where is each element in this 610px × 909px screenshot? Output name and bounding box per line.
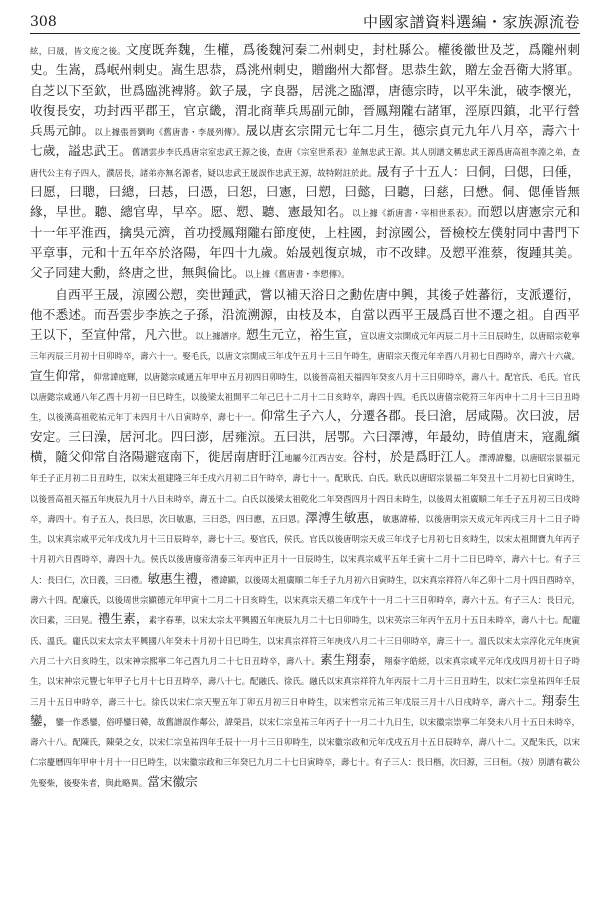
main-text: 晟有子十五人：曰侗，曰偲，曰倕，曰愿，曰聰，曰總，曰惎，曰憑，曰恕，曰憲，曰愬，曰懿，曰聽，曰慈，曰懋。侗、偲倕皆無緣，早世。聽、總官卑，早卒。愿、愬、聽、憲最知名。 bbox=[30, 163, 580, 220]
page-body bbox=[30, 40, 580, 792]
annotation-note: 宣以唐文宗開成元年丙辰二月十三日辰時生，以唐昭宗乾寧三年丙辰三月初十日卯時卒，壽六十一。娶毛氏，以唐文宗開成三年戊午五月十三日午時生，唐昭宗天復元年辛酉八月初七日酉時卒，壽六十六歲。 bbox=[30, 331, 581, 362]
body-paragraph bbox=[30, 40, 580, 284]
annotation-note: 澤溥諱鑿，以唐昭宗景福元年壬子正月初二日丑時生，以宋太祖建隆三年壬戌六月初二日午時卒，壽七十一。配耿氏、白氏。耿氏以唐昭宗景福二年癸丑十二月初七日寅時生，以後晉高祖天福五年庚辰九月十八日未時卒，壽五十二。白氏以後梁太祖乾化二年癸酉四月十四日未時生，以後周太祖廣順二年壬子五月初三日戌時卒，壽四十。有子五人，長曰思，次曰敏惠，三曰恐，四曰應，五曰恩。 bbox=[30, 452, 581, 524]
main-text: 仰常生子六人，分遷各郡。長曰滄，居咸陽。次曰波，居安定。三曰澡，居河北。四曰澎，居雍涼。五曰洪，居鄂。六曰澤溥，年最幼，時值唐末，寇亂繽横，隨父仰常自洛陽避寇南下，徙居南唐盱江 bbox=[30, 408, 581, 464]
main-text: 谷村，於是爲盱江人。 bbox=[351, 448, 479, 464]
annotation-note: 翔泰字皓經，以宋真宗咸平元年戊戌四月初十日子時生，以宋神宗元豐七年甲子七月十七日丑時卒，壽八十七。配融氏、徐氏。融氏以宋真宗祥符九年丙辰十二月十三日丑時生，以宋仁宗皇祐四年壬辰三月十五日申時卒，壽三十七。徐氏以宋仁宗天聖五年丁卯五月初三日申時生，以宋哲宗元祐三年戊辰三月十八日戌時卒，壽六十二。 bbox=[30, 655, 581, 707]
annotation-note: 仰常諱庭輝，以唐懿宗咸通五年甲申五月初四日卯時生，以後晉高祖天福四年癸亥八月十三日卯時卒，壽八十。配官氏、毛氏。官氏以唐懿宗咸通八年乙酉十月初一日巳時生，以後梁太祖開平二年己巳十二月十二日亥時卒，壽四十四。毛氏以唐僖宗乾符三年丙申十二月十三日丑時生，以後漢高祖乾祐元年丁未四月十八日寅時卒，壽七十一。 bbox=[30, 371, 581, 423]
main-text: 文度既奔魏，生權，爲後魏河秦二州刺史，封杜縣公。權後徽世及芝，爲隴州刺史。生嵩，爲岷州刺史。嵩生思恭，爲洮州刺史，贈幽州大都督。思恭生欽，贈左金吾衛大將軍。自芝以下至欽，世爲臨洮裨將。欽子晟，字良器，居洮之臨潭，唐德宗時，以平朱泚，破李懷光，收復長安，功封西平郡王，官京畿，渭北商華兵馬副元帥，晉鳳翔隴右諸軍，涇原四鎮，北平行營兵馬元帥。 bbox=[30, 42, 580, 139]
annotation-note: 以上據張晉劉昫《舊唐書・李晟列傳》。 bbox=[94, 127, 246, 138]
main-text: 素生翔泰， bbox=[320, 651, 384, 667]
annotation-note: 地屬今江西吉安。 bbox=[284, 452, 352, 463]
main-text: 而愬以唐憲宗元和十一年平淮西，擒吳元濟，首功授鳳翔隴右節度使，上柱國，封涼國公，晉檢校左僕射同中書門下平章事，元和十五年卒於洛陽，年四十九歲。始晟剋復京城，市不改肆。及愬平淮蔡，復踵其美。父子同建大勳，終唐之世，無與倫比。 bbox=[30, 204, 581, 281]
main-text: 禮生素， bbox=[97, 611, 149, 627]
main-text: 澤溥生敏惠， bbox=[305, 509, 383, 525]
main-text: 自西平王晟，涼國公愬，奕世踵武，嘗以補天浴日之勳佐唐中興，其後子姓蕃衍，支派遷衍，他不悉述。而吾雲步李族之子孫，沿流溯源，由枝及本，自當以西平王晟爲百世不遷之祖。自西平王以下，至宣仲常，凡六世。 bbox=[30, 286, 580, 343]
annotation-note: 以上據《新唐書・宰相世系表》。 bbox=[352, 208, 478, 219]
main-text: 翔泰生鑾， bbox=[30, 692, 581, 728]
main-text: 晟以唐玄宗開元七年二月生，德宗貞元九年八月卒，壽六十七歲，謚忠武王。 bbox=[30, 123, 580, 159]
annotation-note: 素字春華，以宋太宗太平興國五年庚辰九月二十七日卯時生，以宋英宗三年丙午五月十五日未時卒，壽八十七。配龐氏、溫氏。龐氏以宋太宗太平興國八年癸未十月初十日巳時生，以宋真宗祥符三年庚戌八月二十三日卯時卒，壽三十一。溫氏以宋太宗淳化元年庚寅六月二十六日亥時生，以宋神宗熙寧二年己酉九月二十七日丑時卒，壽八十。 bbox=[30, 615, 581, 666]
page-header bbox=[30, 11, 580, 34]
annotation-note: 敏惠諱椿，以後唐明宗天成元年丙戌三月十二日子時生，以宋真宗咸平元年戊戌九月十三日辰時卒，壽七十三。娶官氏，侯氏。官氏以後唐明宗天成三年戊子七月初七日亥時生，以宋太祖開寶九年丙子十月初六日酉時卒，壽四十九。侯氏以後唐廢帝清泰三年丙申正月十一日辰時生，以宋真宗咸平五年壬寅十二月十二日巳時卒，壽六十七。有子三人：長曰仁，次曰義，三曰禮。 bbox=[30, 513, 580, 585]
running-title: 中國家譜資料選編・家族源流卷 bbox=[362, 13, 580, 31]
main-text: 敏惠生禮， bbox=[147, 570, 211, 586]
main-text: 宣生仰常， bbox=[30, 367, 94, 383]
annotation-note: 以上據《舊唐書・李愬傳》。 bbox=[244, 269, 350, 280]
annotation-note: 舊譜雲步李氏爲唐宗室忠武王源之後，查唐《宗室世系表》並無忠武王源。其人別譜文稱忠武王源爲唐高祖李淵之弟，查唐代公主有子四人，濮居長，諸弟亦無名源者，疑以忠武王晟誤作忠武王源，故特附註於此。 bbox=[30, 147, 580, 178]
annotation-note: 禮諱顯，以後周太祖廣順二年壬子九月初六日寅時生，以宋真宗祥符八年乙卯十二月十四日酉時卒，壽六十四。配廉氏，以後周世宗顯德元年甲寅十二月二十日亥時生，以宋真宗天禧二年戊午十一月二十三日卯時卒，壽六十五。有子三人：長曰元，次曰素，三曰晃。 bbox=[30, 574, 581, 626]
page-number: 308 bbox=[30, 14, 57, 30]
annotation-note: 鑾一作悉鑾，俗呼鑾曰韓，故舊譜誤作鄰公，諱榮昌，以宋仁宗皇祐三年丙子十一月二十九日生，以宋徽宗崇寧二年癸未八月十五日未時卒，壽六十八。配陳氏，陳榮之女，以宋仁宗皇祐四年壬辰十一月十三日卯時生，以宋徽宗政和元年戊戌五月十五日辰時卒，壽八十二。又配朱氏，以宋仁宗慶曆四年甲申十月十一日巳時生，以宋徽宗政和三年癸巳九月二十七日寅時卒，壽七十。有子三人：長曰楷，次曰源，三曰桓。（按）別譜有載公先娶柴，後娶朱者，與此略異。 bbox=[30, 716, 580, 788]
body-paragraph bbox=[30, 285, 580, 792]
main-text: 當宋徽宗 bbox=[147, 773, 198, 789]
annotation-note: 絃，曰晟，皆文度之後。 bbox=[30, 46, 126, 56]
annotation-note: 以上據譜序。 bbox=[195, 331, 246, 342]
main-text: 愬生元立，裕生宣， bbox=[246, 327, 361, 343]
